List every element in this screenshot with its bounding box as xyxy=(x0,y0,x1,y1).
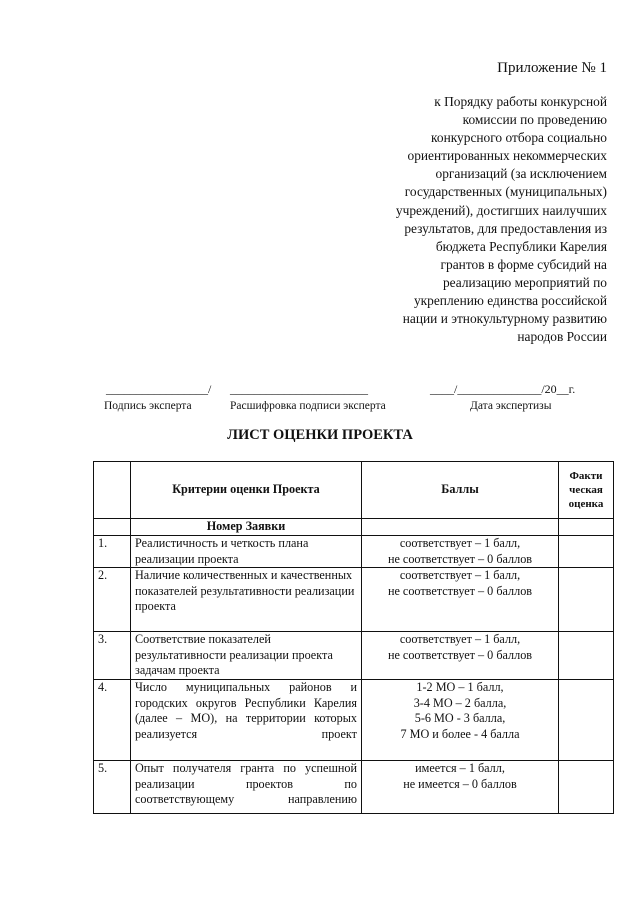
row-number: 3. xyxy=(94,632,131,680)
signature-block xyxy=(100,382,600,422)
appendix-note-line: комиссии по проведению xyxy=(462,112,607,128)
row-score-line: не соответствует – 0 баллов xyxy=(387,583,533,598)
row-number: 2. xyxy=(94,568,131,632)
date-caption: Дата экспертизы xyxy=(470,400,552,412)
row-score-line: 3-4 МО – 2 балла, xyxy=(413,695,507,710)
appendix-note-line: государственных (муниципальных) xyxy=(404,184,607,200)
application-number-num-cell xyxy=(94,519,131,536)
row-score-line: соответствует – 1 балл, xyxy=(399,632,521,646)
row-score xyxy=(362,632,559,680)
table-row xyxy=(94,536,614,568)
row-actual-score-cell[interactable] xyxy=(559,568,614,632)
signature-line: _________________/ xyxy=(106,382,212,396)
decoding-caption: Расшифровка подписи эксперта xyxy=(230,400,386,412)
appendix-note xyxy=(307,93,607,346)
row-score-line: не соответствует – 0 баллов xyxy=(387,551,533,566)
appendix-note-line: бюджета Республики Карелия xyxy=(435,238,607,254)
application-number-score-cell xyxy=(362,519,559,536)
appendix-note-line: реализацию мероприятий по xyxy=(442,274,607,290)
row-actual-score-cell[interactable] xyxy=(559,536,614,568)
appendix-note-line: к Порядку работы конкурсной xyxy=(434,94,607,109)
row-criterion: Реалистичность и четкость плана реализации проекта xyxy=(131,536,362,568)
row-actual-score-cell[interactable] xyxy=(559,680,614,761)
row-score xyxy=(362,680,559,761)
application-number-actual-cell[interactable] xyxy=(559,519,614,536)
row-score-line: не соответствует – 0 баллов xyxy=(387,647,533,662)
appendix-note-line: результатов, для предоставления из xyxy=(404,220,607,236)
row-criterion: Наличие количественных и качественных показателей результативности реализации проекта xyxy=(131,568,362,632)
application-number-row xyxy=(94,519,614,536)
header-criteria: Критерии оценки Проекта xyxy=(131,462,362,519)
date-line: ____/______________/20__г. xyxy=(430,382,576,396)
appendix-note-line: грантов в форме субсидий на xyxy=(440,256,607,272)
appendix-note-line: укреплению единства российской xyxy=(413,293,607,309)
row-criterion: Соответствие показателей результативности реализации проекта задачам проекта xyxy=(131,632,362,680)
header-actual-line: Факти xyxy=(569,470,603,482)
row-criterion: Опыт получателя гранта по успешной реализации проектов по соответствующему направлению xyxy=(131,761,362,814)
appendix-note-line: организаций (за исключением xyxy=(435,166,607,182)
header-actual-line: ческая xyxy=(569,484,603,496)
table-header-row xyxy=(94,462,614,519)
row-number: 5. xyxy=(94,761,131,814)
sheet-title: ЛИСТ ОЦЕНКИ ПРОЕКТА xyxy=(227,427,413,443)
row-score-line: имеется – 1 балл, xyxy=(415,761,505,775)
row-actual-score-cell[interactable] xyxy=(559,761,614,814)
appendix-note-line: учреждений), достигших наилучших xyxy=(395,202,607,218)
table-row xyxy=(94,680,614,761)
header-score: Баллы xyxy=(362,462,559,519)
appendix-note-line: ориентированных некоммерческих xyxy=(407,148,607,164)
row-score xyxy=(362,568,559,632)
table-row xyxy=(94,568,614,632)
header-num xyxy=(94,462,131,519)
appendix-note-line: нации и этнокультурному развитию xyxy=(402,311,607,327)
header-actual-score xyxy=(559,462,614,519)
appendix-note-line: народов России xyxy=(517,329,607,345)
row-number: 1. xyxy=(94,536,131,568)
signature-caption: Подпись эксперта xyxy=(104,400,192,412)
row-number: 4. xyxy=(94,680,131,761)
row-actual-score-cell[interactable] xyxy=(559,632,614,680)
row-criterion: Число муниципальных районов и городских округов Республики Карелия (далее – МО), на территории которых реализуется проект xyxy=(131,680,362,761)
row-score-line: 5-6 МО - 3 балла, xyxy=(414,711,506,725)
evaluation-table xyxy=(93,461,614,814)
header-actual-line: оценка xyxy=(568,498,604,510)
row-score-line: соответствует – 1 балл, xyxy=(399,536,521,550)
row-score xyxy=(362,536,559,568)
row-score-line: 7 МО и более - 4 балла xyxy=(400,726,520,741)
application-number-label: Номер Заявки xyxy=(131,519,362,536)
row-score-line: не имеется – 0 баллов xyxy=(403,776,517,791)
appendix-note-line: конкурсного отбора социально xyxy=(431,130,607,146)
table-row xyxy=(94,761,614,814)
row-score-line: соответствует – 1 балл, xyxy=(399,568,521,582)
row-score xyxy=(362,761,559,814)
decoding-line: _______________________ xyxy=(230,382,368,396)
table-row xyxy=(94,632,614,680)
row-score-line: 1-2 МО – 1 балл, xyxy=(416,680,504,694)
appendix-title: Приложение № 1 xyxy=(497,60,607,76)
